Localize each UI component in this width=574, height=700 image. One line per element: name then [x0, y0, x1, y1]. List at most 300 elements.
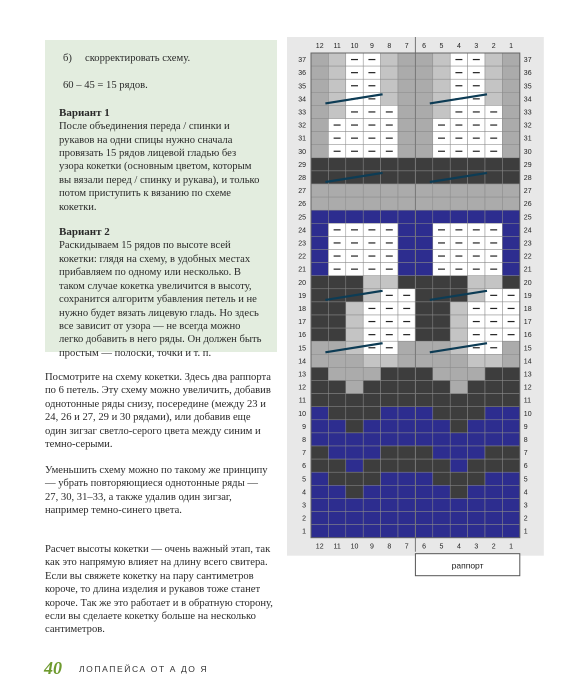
- chart-cell: [485, 171, 502, 184]
- row-label-right: 37: [523, 57, 532, 65]
- chart-cell: [485, 394, 502, 407]
- row-label-right: 25: [523, 214, 532, 222]
- chart-cell: [381, 472, 398, 485]
- row-label-right: 28: [523, 174, 532, 182]
- chart-cell: [502, 250, 519, 263]
- chart-cell: [363, 276, 380, 289]
- chart-cell: [381, 197, 398, 210]
- chart-cell: [311, 446, 328, 459]
- row-label-left: 14: [298, 358, 306, 366]
- chart-cell: [485, 158, 502, 171]
- chart-cell: [450, 381, 467, 394]
- chart-cell: [381, 354, 398, 367]
- row-label-right: 8: [523, 436, 528, 444]
- chart-cell: [363, 459, 380, 472]
- chart-cell: [502, 171, 519, 184]
- row-label-left: 8: [302, 436, 306, 444]
- chart-cell: [311, 210, 328, 223]
- chart-cell: [485, 210, 502, 223]
- row-label-left: 36: [298, 70, 306, 78]
- chart-cell: [311, 302, 328, 315]
- chart-cell: [485, 354, 502, 367]
- row-label-right: 20: [523, 279, 532, 287]
- chart-cell: [485, 485, 502, 498]
- chart-cell: [450, 354, 467, 367]
- chart-cell: [346, 459, 363, 472]
- variant2-text: Раскидываем 15 рядов по высоте всей кокетки: глядя на схему, в удобных местах прибавляем по одному или несколько. В таком случае кокетка увеличится в высоту, сохранится алгоритм убавления петель и не нужно будет вязать лицевую гладь. Но здесь все зависит от узора — не всегда можно легко добавить в него ряды. Он должен быть простым — полоски, точки и т. п.: [59, 240, 262, 359]
- chart-cell: [346, 381, 363, 394]
- chart-cell: [502, 223, 519, 236]
- column-label-top: 2: [491, 43, 496, 50]
- chart-cell: [485, 459, 502, 472]
- chart-cell: [468, 446, 485, 459]
- chart-cell: [311, 485, 328, 498]
- chart-cell: [433, 197, 450, 210]
- chart-cell: [433, 381, 450, 394]
- chart-cell: [328, 433, 345, 446]
- row-label-left: 28: [298, 174, 306, 182]
- chart-cell: [502, 525, 519, 538]
- chart-cell: [346, 512, 363, 525]
- chart-cell: [398, 105, 415, 118]
- row-label-right: 9: [523, 423, 528, 431]
- chart-cell: [346, 197, 363, 210]
- chart-cell: [328, 459, 345, 472]
- chart-cell: [485, 381, 502, 394]
- chart-cell: [502, 367, 519, 380]
- chart-cell: [485, 197, 502, 210]
- chart-cell: [450, 210, 467, 223]
- chart-cell: [433, 446, 450, 459]
- chart-cell: [415, 354, 432, 367]
- chart-cell: [311, 315, 328, 328]
- chart-cell: [485, 66, 502, 79]
- chart-cell: [346, 354, 363, 367]
- chart-cell: [485, 498, 502, 511]
- chart-cell: [381, 92, 398, 105]
- row-label-right: 13: [523, 371, 532, 379]
- row-label-left: 24: [298, 227, 306, 235]
- chart-cell: [398, 250, 415, 263]
- chart-cell: [450, 498, 467, 511]
- chart-cell: [468, 525, 485, 538]
- chart-cell: [328, 210, 345, 223]
- chart-cell: [346, 210, 363, 223]
- chart-cell: [328, 197, 345, 210]
- chart-cell: [398, 525, 415, 538]
- row-label-right: 18: [523, 305, 532, 313]
- column-label-bottom: 10: [350, 543, 359, 551]
- chart-cell: [381, 367, 398, 380]
- column-label-bottom: 11: [333, 543, 341, 551]
- chart-cell: [450, 158, 467, 171]
- column-label-top: 9: [369, 43, 374, 50]
- chart-cell: [346, 302, 363, 315]
- chart-cell: [346, 394, 363, 407]
- chart-cell: [415, 446, 432, 459]
- chart-cell: [415, 328, 432, 341]
- row-label-left: 13: [298, 371, 306, 379]
- row-label-left: 21: [298, 266, 306, 274]
- chart-cell: [398, 498, 415, 511]
- row-label-left: 7: [302, 450, 306, 458]
- chart-cell: [398, 420, 415, 433]
- chart-cell: [346, 407, 363, 420]
- chart-cell: [433, 53, 450, 66]
- chart-cell: [328, 105, 345, 118]
- chart-cell: [381, 66, 398, 79]
- chart-cell: [328, 407, 345, 420]
- chart-cell: [415, 184, 432, 197]
- chart-cell: [328, 315, 345, 328]
- chart-cell: [363, 394, 380, 407]
- chart-cell: [381, 210, 398, 223]
- chart-cell: [485, 53, 502, 66]
- row-label-left: 25: [298, 214, 306, 222]
- chart-cell: [433, 66, 450, 79]
- chart-cell: [502, 145, 519, 158]
- chart-cell: [311, 459, 328, 472]
- chart-cell: [346, 328, 363, 341]
- row-label-right: 27: [523, 188, 532, 196]
- chart-cell: [433, 276, 450, 289]
- column-label-bottom: 6: [422, 543, 427, 551]
- chart-cell: [398, 407, 415, 420]
- chart-cell: [502, 119, 519, 132]
- chart-cell: [381, 525, 398, 538]
- chart-cell: [502, 394, 519, 407]
- row-label-right: 11: [523, 397, 532, 405]
- chart-cell: [450, 446, 467, 459]
- chart-cell: [328, 420, 345, 433]
- chart-cell: [346, 446, 363, 459]
- row-label-right: 35: [523, 83, 532, 91]
- chart-cell: [433, 302, 450, 315]
- chart-cell: [502, 381, 519, 394]
- chart-cell: [398, 210, 415, 223]
- chart-cell: [415, 145, 432, 158]
- chart-cell: [398, 367, 415, 380]
- chart-cell: [433, 472, 450, 485]
- chart-cell: [502, 92, 519, 105]
- chart-cell: [311, 236, 328, 249]
- column-label-top: 4: [456, 43, 461, 50]
- chart-cell: [433, 394, 450, 407]
- row-label-right: 21: [523, 266, 532, 274]
- chart-cell: [398, 119, 415, 132]
- row-label-left: 5: [302, 476, 306, 484]
- row-label-left: 29: [298, 161, 306, 169]
- variant2-heading: Вариант 2: [59, 226, 110, 239]
- chart-cell: [415, 197, 432, 210]
- chart-cell: [363, 433, 380, 446]
- row-label-left: 3: [302, 502, 306, 510]
- chart-cell: [468, 498, 485, 511]
- chart-cell: [468, 394, 485, 407]
- column-label-bottom: 7: [404, 543, 409, 551]
- chart-cell: [433, 512, 450, 525]
- chart-cell: [415, 407, 432, 420]
- chart-cell: [415, 105, 432, 118]
- chart-cell: [433, 367, 450, 380]
- chart-cell: [346, 367, 363, 380]
- chart-cell: [311, 472, 328, 485]
- chart-cell: [311, 184, 328, 197]
- row-label-right: 10: [523, 410, 532, 418]
- chart-cell: [450, 512, 467, 525]
- row-label-right: 14: [523, 358, 532, 366]
- row-label-right: 22: [523, 253, 532, 261]
- chart-cell: [468, 420, 485, 433]
- chart-cell: [346, 276, 363, 289]
- chart-cell: [468, 459, 485, 472]
- chart-cell: [311, 66, 328, 79]
- chart-cell: [311, 512, 328, 525]
- row-label-left: 23: [298, 240, 306, 248]
- chart-cell: [311, 328, 328, 341]
- chart-cell: [328, 276, 345, 289]
- chart-cell: [398, 158, 415, 171]
- chart-cell: [381, 512, 398, 525]
- row-label-right: 23: [523, 240, 532, 248]
- chart-cell: [363, 420, 380, 433]
- chart-cell: [433, 315, 450, 328]
- calculation: 60 – 45 = 15 рядов.: [63, 80, 148, 92]
- chart-cell: [433, 105, 450, 118]
- row-label-left: 17: [298, 319, 306, 327]
- chart-cell: [311, 407, 328, 420]
- chart-cell: [502, 197, 519, 210]
- chart-cell: [502, 53, 519, 66]
- row-label-left: 16: [298, 332, 306, 340]
- chart-cell: [415, 263, 432, 276]
- chart-cell: [502, 341, 519, 354]
- column-label-top: 12: [315, 43, 324, 50]
- chart-cell: [346, 433, 363, 446]
- chart-cell: [381, 485, 398, 498]
- row-label-left: 15: [298, 345, 306, 353]
- chart-cell: [450, 328, 467, 341]
- chart-cell: [502, 236, 519, 249]
- chart-cell: [415, 512, 432, 525]
- row-label-right: 1: [523, 528, 528, 536]
- row-label-right: 19: [523, 292, 532, 300]
- chart-cell: [485, 433, 502, 446]
- row-label-right: 6: [523, 463, 528, 471]
- chart-cell: [415, 302, 432, 315]
- row-label-right: 17: [523, 319, 532, 327]
- column-label-bottom: 9: [369, 543, 374, 551]
- chart-cell: [415, 132, 432, 145]
- chart-cell: [502, 498, 519, 511]
- chart-cell: [311, 105, 328, 118]
- row-label-left: 6: [302, 463, 306, 471]
- chart-cell: [328, 394, 345, 407]
- chart-cell: [468, 367, 485, 380]
- chart-cell: [381, 381, 398, 394]
- chart-cell: [502, 472, 519, 485]
- row-label-right: 33: [523, 109, 532, 117]
- chart-cell: [363, 512, 380, 525]
- page-number: 40: [44, 658, 62, 678]
- chart-cell: [328, 498, 345, 511]
- chart-cell: [363, 407, 380, 420]
- chart-cell: [311, 79, 328, 92]
- chart-cell: [450, 276, 467, 289]
- chart-cell: [433, 420, 450, 433]
- chart-cell: [311, 367, 328, 380]
- variant1-text: После объединения переда / спинки и рукавов на одни спицы нужно сначала провязать 15 рядов лицевой гладью без узора кокетки (основным цветом, которым вы вязали перед / спинку и рукава), и только потом приступить к вязанию по схеме кокетки.: [59, 121, 260, 213]
- chart-cell: [433, 459, 450, 472]
- chart-cell: [381, 433, 398, 446]
- chart-cell: [398, 66, 415, 79]
- row-label-left: 18: [298, 305, 306, 313]
- chart-cell: [381, 171, 398, 184]
- chart-cell: [398, 236, 415, 249]
- row-label-left: 37: [298, 57, 306, 65]
- chart-cell: [346, 472, 363, 485]
- chart-cell: [450, 407, 467, 420]
- chart-cell: [415, 315, 432, 328]
- paragraph-text: Расчет высоты кокетки — очень важный этап, так как это напрямую влияет на длину всего свитера. Если вы свяжете кокетку на пару сантиметров короче, то длина изделия и рукавов тоже станет короче. Так же это работает и в обратную сторону, если вы сделаете кокетку больше на несколько сантиметров.: [45, 544, 273, 636]
- chart-cell: [450, 302, 467, 315]
- chart-cell: [415, 433, 432, 446]
- row-label-left: 22: [298, 253, 306, 261]
- chart-cell: [363, 485, 380, 498]
- chart-cell: [485, 446, 502, 459]
- chart-cell: [398, 197, 415, 210]
- list-text: скорректировать схему.: [85, 53, 191, 64]
- chart-cell: [502, 420, 519, 433]
- chart-cell: [398, 433, 415, 446]
- chart-cell: [450, 459, 467, 472]
- chart-cell: [450, 420, 467, 433]
- chart-cell: [415, 210, 432, 223]
- chart-cell: [398, 459, 415, 472]
- chart-cell: [328, 472, 345, 485]
- row-label-right: 24: [523, 227, 532, 235]
- chart-cell: [381, 184, 398, 197]
- chart-cell: [311, 381, 328, 394]
- chart-cell: [398, 446, 415, 459]
- chart-cell: [433, 407, 450, 420]
- column-label-bottom: 4: [456, 543, 461, 551]
- chart-cell: [328, 381, 345, 394]
- chart-cell: [311, 394, 328, 407]
- row-label-left: 34: [298, 96, 306, 104]
- variant1-heading: Вариант 1: [59, 106, 110, 119]
- chart-cell: [346, 184, 363, 197]
- chart-cell: [381, 459, 398, 472]
- column-label-top: 6: [422, 43, 427, 50]
- chart-cell: [398, 223, 415, 236]
- chart-cell: [346, 158, 363, 171]
- chart-cell: [363, 158, 380, 171]
- chart-cell: [433, 184, 450, 197]
- row-label-left: 2: [302, 515, 306, 523]
- chart-cell: [311, 433, 328, 446]
- chart-cell: [415, 420, 432, 433]
- chart-cell: [398, 263, 415, 276]
- chart-cell: [468, 276, 485, 289]
- chart-cell: [468, 485, 485, 498]
- chart-cell: [328, 53, 345, 66]
- column-label-top: 5: [439, 43, 444, 50]
- chart-cell: [433, 525, 450, 538]
- chart-cell: [398, 472, 415, 485]
- chart-cell: [415, 158, 432, 171]
- chart-cell: [502, 210, 519, 223]
- chart-cell: [415, 119, 432, 132]
- row-label-left: 32: [298, 122, 306, 130]
- chart-cell: [363, 210, 380, 223]
- row-label-left: 31: [298, 135, 306, 143]
- chart-cell: [398, 394, 415, 407]
- row-label-right: 26: [523, 201, 532, 209]
- column-label-top: 7: [404, 43, 409, 50]
- chart-cell: [433, 485, 450, 498]
- row-label-right: 16: [523, 332, 532, 340]
- column-label-bottom: 8: [387, 543, 392, 551]
- chart-cell: [485, 512, 502, 525]
- chart-cell: [363, 197, 380, 210]
- chart-cell: [468, 381, 485, 394]
- chart-cell: [502, 459, 519, 472]
- chart-cell: [502, 79, 519, 92]
- chart-cell: [502, 132, 519, 145]
- chart-cell: [450, 394, 467, 407]
- chart-cell: [485, 525, 502, 538]
- chart-cell: [398, 341, 415, 354]
- chart-cell: [363, 381, 380, 394]
- chart-cell: [415, 236, 432, 249]
- chart-cell: [415, 276, 432, 289]
- column-label-top: 11: [333, 43, 341, 50]
- chart-cell: [363, 367, 380, 380]
- chart-cell: [398, 381, 415, 394]
- chart-cell: [415, 79, 432, 92]
- chart-cell: [311, 223, 328, 236]
- chart-cell: [311, 158, 328, 171]
- chart-cell: [502, 105, 519, 118]
- chart-cell: [381, 407, 398, 420]
- chart-cell: [328, 446, 345, 459]
- chart-cell: [346, 485, 363, 498]
- row-label-left: 35: [298, 83, 306, 91]
- chart-cell: [450, 485, 467, 498]
- chart-cell: [381, 394, 398, 407]
- chart-cell: [398, 145, 415, 158]
- chart-cell: [450, 472, 467, 485]
- row-label-left: 20: [298, 279, 306, 287]
- book-title: ЛОПАПЕЙСА ОТ А ДО Я: [79, 664, 209, 674]
- chart-cell: [311, 53, 328, 66]
- chart-cell: [415, 381, 432, 394]
- chart-cell: [433, 433, 450, 446]
- paragraph-text: Посмотрите на схему кокетки. Здесь два раппорта по 6 петель. Эту схему можно увеличить, добавив однотонные ряды снизу, посередине (между 23 и 24, 26 и 27, 29 и 30 рядами), или добавив еще один зигзаг светло-серого цвета между синим и темно-серыми.: [45, 372, 271, 451]
- chart-cell: [346, 315, 363, 328]
- chart-cell: [311, 145, 328, 158]
- row-label-right: 15: [523, 345, 532, 353]
- chart-cell: [485, 420, 502, 433]
- chart-cell: [311, 197, 328, 210]
- chart-cell: [311, 354, 328, 367]
- chart-cell: [381, 276, 398, 289]
- row-label-right: 29: [523, 161, 532, 169]
- chart-cell: [485, 367, 502, 380]
- row-label-right: 36: [523, 70, 532, 78]
- row-label-right: 2: [523, 515, 528, 523]
